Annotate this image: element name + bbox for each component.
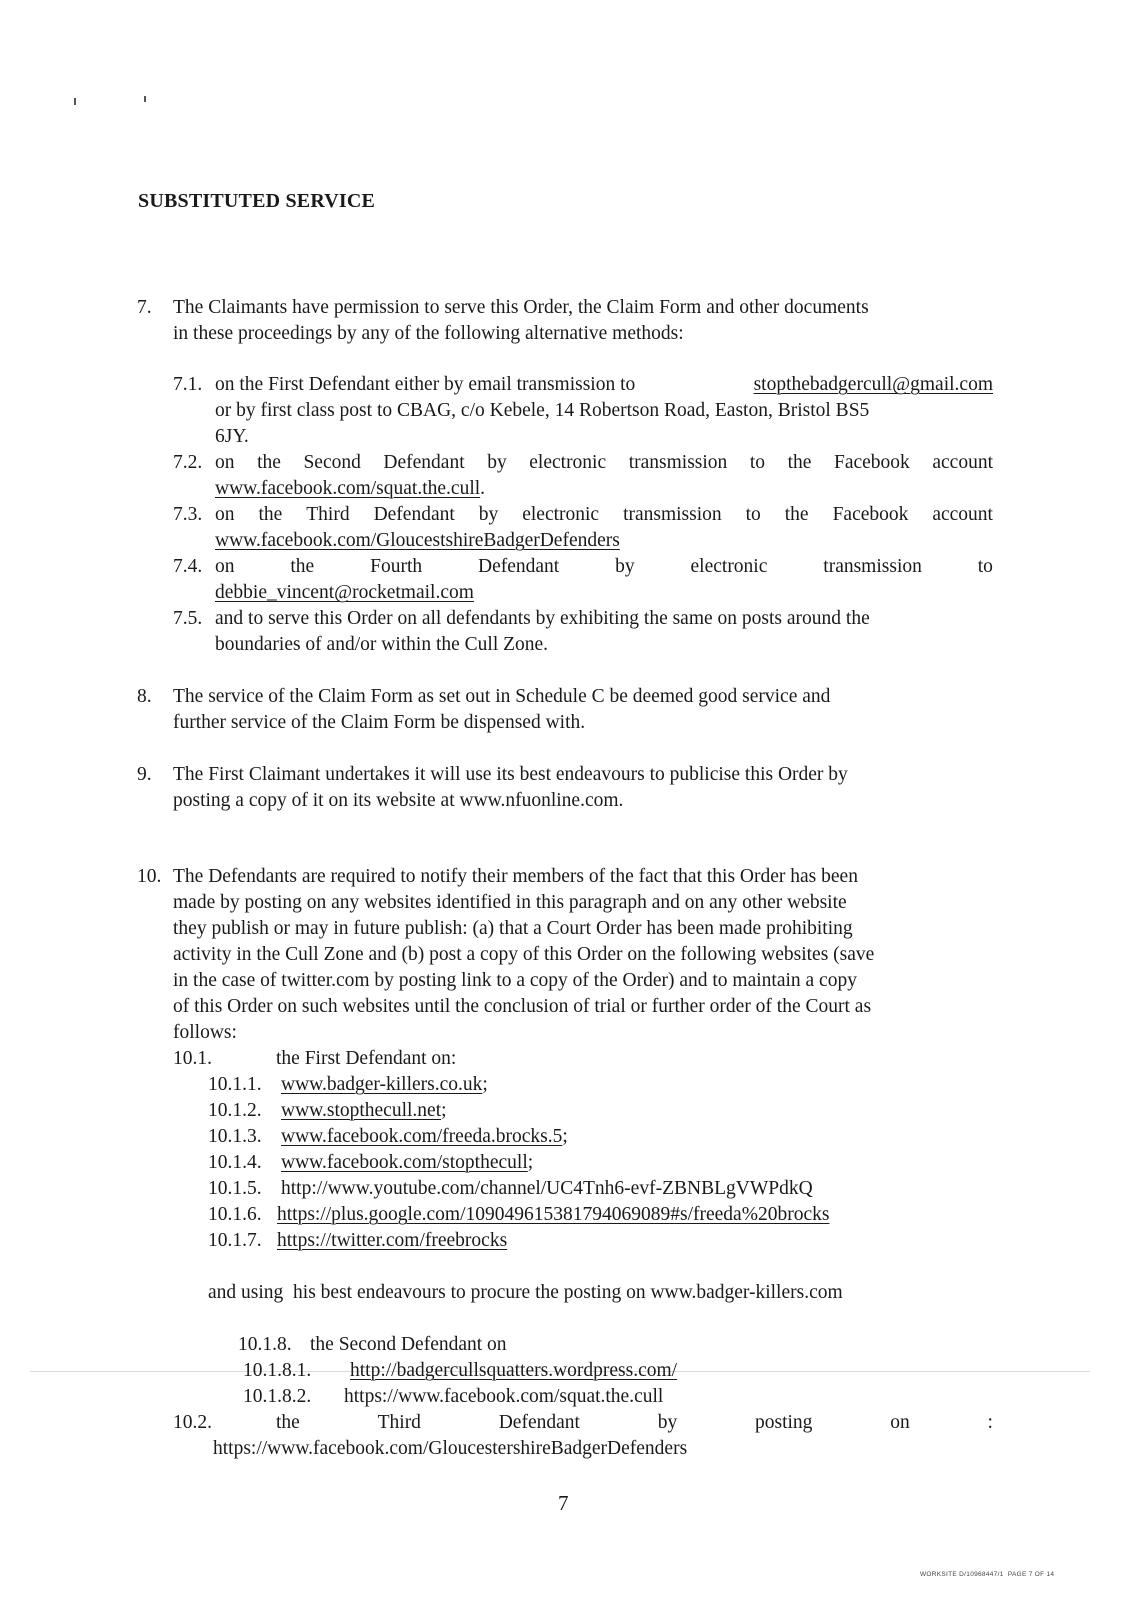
item-text: the Second Defendant on <box>310 1334 507 1355</box>
page-number: 7 <box>558 1491 569 1515</box>
item-text: boundaries of and/or within the Cull Zone. <box>215 634 549 655</box>
item-number: 10.1. <box>173 1048 212 1069</box>
item-number: 10.1.1. <box>208 1074 262 1095</box>
item-line <box>215 502 993 528</box>
word: Third <box>377 1412 421 1433</box>
word: to <box>977 556 993 577</box>
para-number: 10. <box>137 866 162 887</box>
punctuation: ; <box>441 1100 447 1121</box>
website-link[interactable]: https://twitter.com/freebrocks <box>277 1230 508 1251</box>
word: Defendant <box>498 1412 580 1433</box>
para-text: The Defendants are required to notify their members of the fact that this Order has been <box>173 866 858 887</box>
word: by <box>478 504 499 525</box>
word: transmission <box>623 504 722 525</box>
para-text: made by posting on any websites identified in this paragraph and on any other website <box>173 892 847 913</box>
word: to <box>745 504 761 525</box>
item-line <box>215 476 485 502</box>
word: the <box>784 504 809 525</box>
word: account <box>932 452 993 473</box>
item-line <box>215 528 620 554</box>
website-link[interactable]: http://badgercullsquatters.wordpress.com/ <box>350 1360 678 1381</box>
para-text: follows: <box>173 1022 237 1043</box>
punctuation: ; <box>562 1126 568 1147</box>
word: on <box>215 504 235 525</box>
word: transmission <box>823 556 922 577</box>
item-line <box>281 1072 488 1098</box>
item-line <box>281 1176 813 1202</box>
item-line <box>215 580 474 606</box>
website-link[interactable]: www.badger-killers.co.uk <box>281 1074 483 1095</box>
para-text: they publish or may in future publish: (a) that a Court Order has been made prohibiting <box>173 918 853 939</box>
word: electronic <box>690 556 768 577</box>
word: on <box>890 1412 910 1433</box>
website-link[interactable]: http://www.youtube.com/channel/UC4Tnh6-evf-ZBNBLgVWPdkQ <box>281 1178 813 1199</box>
item-number: 10.1.2. <box>208 1100 262 1121</box>
item-line <box>281 1098 447 1124</box>
item-line <box>215 372 993 398</box>
website-link[interactable]: https://plus.google.com/109049615381794069089#s/freeda%20brocks <box>277 1204 830 1225</box>
scan-speck <box>144 96 146 102</box>
word: by <box>615 556 635 577</box>
word: account <box>932 504 993 525</box>
document-footer: WORKSITE D/10968447/1 PAGE 7 OF 14 <box>920 1571 1055 1578</box>
word: Facebook <box>833 452 910 473</box>
word: Fourth <box>370 556 423 577</box>
word: Defendant <box>383 452 465 473</box>
item-line <box>277 1202 829 1228</box>
facebook-link[interactable]: www.facebook.com/GloucestshireBadgerDefenders <box>215 530 620 551</box>
word: electronic <box>529 452 607 473</box>
section-heading: SUBSTITUTED SERVICE <box>138 190 376 212</box>
item-line <box>276 1410 993 1436</box>
para-number: 8. <box>137 686 152 707</box>
word: on <box>215 452 235 473</box>
punctuation: . <box>480 478 486 499</box>
para-text: in these proceedings by any of the following alternative methods: <box>173 323 684 344</box>
item-number: 10.1.7. <box>208 1230 262 1251</box>
word: electronic <box>522 504 600 525</box>
word: Second <box>303 452 361 473</box>
item-number: 10.1.6. <box>208 1204 262 1225</box>
website-link[interactable]: https://www.facebook.com/squat.the.cull <box>344 1386 664 1407</box>
item-text: or by first class post to CBAG, c/o Kebele, 14 Robertson Road, Easton, Bristol BS5 <box>215 400 870 421</box>
item-number: 7.2. <box>173 452 203 473</box>
word: transmission <box>628 452 728 473</box>
website-link[interactable]: www.stopthecull.net <box>281 1100 442 1121</box>
facebook-link[interactable]: www.facebook.com/squat.the.cull <box>215 478 481 499</box>
word: : <box>987 1412 993 1433</box>
item-number: 10.1.5. <box>208 1178 262 1199</box>
para-number: 9. <box>137 764 152 785</box>
item-line <box>350 1358 677 1384</box>
word: Defendant <box>478 556 560 577</box>
item-text: the First Defendant on: <box>276 1048 457 1069</box>
endeavours-text: and using his best endeavours to procure the posting on www.badger-killers.com <box>208 1282 843 1303</box>
item-text: on the First Defendant either by email transmission to <box>215 374 636 395</box>
para-text: in the case of twitter.com by posting link to a copy of the Order) and to maintain a copy <box>173 970 857 991</box>
email-link[interactable]: stopthebadgercull@gmail.com <box>753 374 993 395</box>
para-text: further service of the Claim Form be dispensed with. <box>173 712 586 733</box>
website-link[interactable]: https://www.facebook.com/GloucestershireBadgerDefenders <box>213 1438 688 1459</box>
punctuation: ; <box>527 1152 534 1173</box>
item-line <box>281 1124 568 1150</box>
item-number: 10.1.8.1. <box>243 1360 312 1381</box>
item-text: and to serve this Order on all defendants by exhibiting the same on posts around the <box>215 608 870 629</box>
item-line <box>344 1384 663 1410</box>
item-line <box>215 450 993 476</box>
item-line <box>277 1228 507 1254</box>
word: by <box>657 1412 678 1433</box>
item-line <box>281 1150 533 1176</box>
para-text: activity in the Cull Zone and (b) post a copy of this Order on the following websites (save <box>173 944 875 965</box>
word: the <box>787 452 812 473</box>
para-text: The service of the Claim Form as set out in Schedule C be deemed good service and <box>173 686 831 707</box>
punctuation: ; <box>482 1074 488 1095</box>
scan-speck <box>74 98 76 105</box>
item-number: 7.4. <box>173 556 203 577</box>
para-text: posting a copy of it on its website at www.nfuonline.com. <box>173 790 624 811</box>
word: the <box>290 556 315 577</box>
para-text: of this Order on such websites until the conclusion of trial or further order of the Court as <box>173 996 872 1017</box>
item-number: 7.3. <box>173 504 203 525</box>
item-text: 6JY. <box>215 426 249 447</box>
word: by <box>487 452 507 473</box>
item-line <box>215 554 993 580</box>
item-number: 10.1.4. <box>208 1152 262 1173</box>
word: Third <box>306 504 350 525</box>
website-link[interactable]: www.facebook.com/freeda.brocks.5 <box>281 1126 563 1147</box>
word: Defendant <box>373 504 455 525</box>
para-text: The Claimants have permission to serve this Order, the Claim Form and other documents <box>173 297 869 318</box>
item-number: 10.1.3. <box>208 1126 262 1147</box>
word: to <box>749 452 766 473</box>
item-number: 10.1.8. <box>238 1334 292 1355</box>
para-text: The First Claimant undertakes it will use its best endeavours to publicise this Order by <box>173 764 848 785</box>
word: on <box>215 556 235 577</box>
word: posting <box>755 1412 813 1433</box>
word: the <box>258 504 283 525</box>
word: the <box>257 452 281 473</box>
email-link[interactable]: debbie_vincent@rocketmail.com <box>215 582 474 603</box>
item-number: 7.5. <box>173 608 203 629</box>
item-number: 10.2. <box>173 1412 212 1433</box>
website-link[interactable]: www.facebook.com/stopthecull <box>281 1152 528 1173</box>
word: the <box>276 1412 300 1433</box>
word: Facebook <box>832 504 909 525</box>
item-number: 7.1. <box>173 374 203 395</box>
para-number: 7. <box>137 297 152 318</box>
item-number: 10.1.8.2. <box>243 1386 312 1407</box>
